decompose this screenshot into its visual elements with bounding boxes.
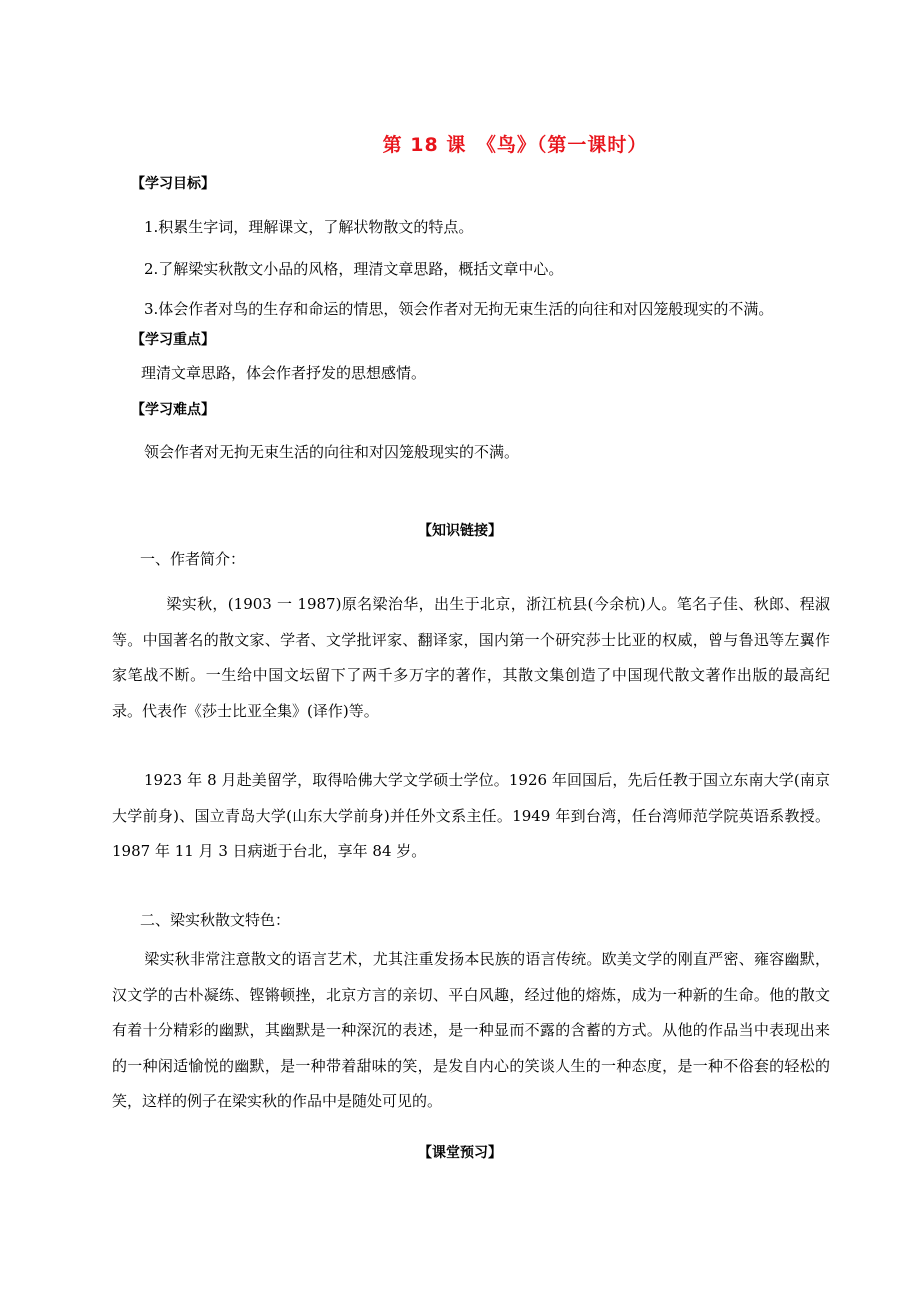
knowledge-link-heading: 【知识链接】	[418, 523, 502, 539]
difficulties-heading: 【学习难点】	[131, 402, 215, 418]
preview-heading: 【课堂预习】	[418, 1145, 502, 1161]
author-paragraph-2-text: 1923 年 8 月赴美留学，取得哈佛大学文学硕士学位。1926 年回国后，先后任教于国立东南大学(南京大学前身)、国立青岛大学(山东大学前身)并任外文系主任。1949 年到台湾，任台湾师范学院英语系教授。1987 年 11 月 3 日病逝于台北，享年 84 岁。	[112, 771, 830, 860]
objective-item-2: 2.了解梁实秋散文小品的风格，理清文章思路，概括文章中心。	[144, 260, 564, 278]
difficulties-text: 领会作者对无拘无束生活的向往和对囚笼般现实的不满。	[144, 443, 520, 461]
style-heading: 二、梁实秋散文特色：	[140, 911, 291, 929]
author-intro-heading: 一、作者简介：	[140, 550, 246, 568]
page-title: 第 18 课 《鸟》（第一课时）	[382, 134, 648, 156]
author-paragraph-2	[112, 763, 830, 870]
objective-item-1: 1.积累生字词，理解课文，了解状物散文的特点。	[144, 218, 474, 236]
key-points-heading: 【学习重点】	[131, 332, 215, 348]
objectives-heading: 【学习目标】	[131, 176, 215, 192]
author-paragraph-1-text: 梁实秋，(1903 一 1987)原名梁治华，出生于北京，浙江杭县(今余杭)人。笔名子佳、秋郎、程淑等。中国著名的散文家、学者、文学批评家、翻译家，国内第一个研究莎士比亚的权威，曾与鲁迅等左翼作家笔战不断。一生给中国文坛留下了两千多万字的著作，其散文集创造了中国现代散文著作出版的最高纪录。代表作《莎士比亚全集》(译作)等。	[112, 595, 830, 720]
author-paragraph-1	[112, 587, 830, 729]
key-points-text: 理清文章思路，体会作者抒发的思想感情。	[141, 364, 427, 382]
style-paragraph	[112, 942, 830, 1120]
style-paragraph-text: 梁实秋非常注意散文的语言艺术，尤其注重发扬本民族的语言传统。欧美文学的刚直严密、雍容幽默，汉文学的古朴凝练、铿锵顿挫，北京方言的亲切、平白风趣，经过他的熔炼，成为一种新的生命。他的散文有着十分精彩的幽默，其幽默是一种深沉的表述，是一种显而不露的含蓄的方式。从他的作品当中表现出来的一种闲适愉悦的幽默，是一种带着甜味的笑，是发自内心的笑谈人生的一种态度，是一种不俗套的轻松的笑，这样的例子在梁实秋的作品中是随处可见的。	[112, 950, 830, 1110]
objective-item-3: 3.体会作者对鸟的生存和命运的情思，领会作者对无拘无束生活的向往和对囚笼般现实的不满。	[144, 300, 774, 318]
